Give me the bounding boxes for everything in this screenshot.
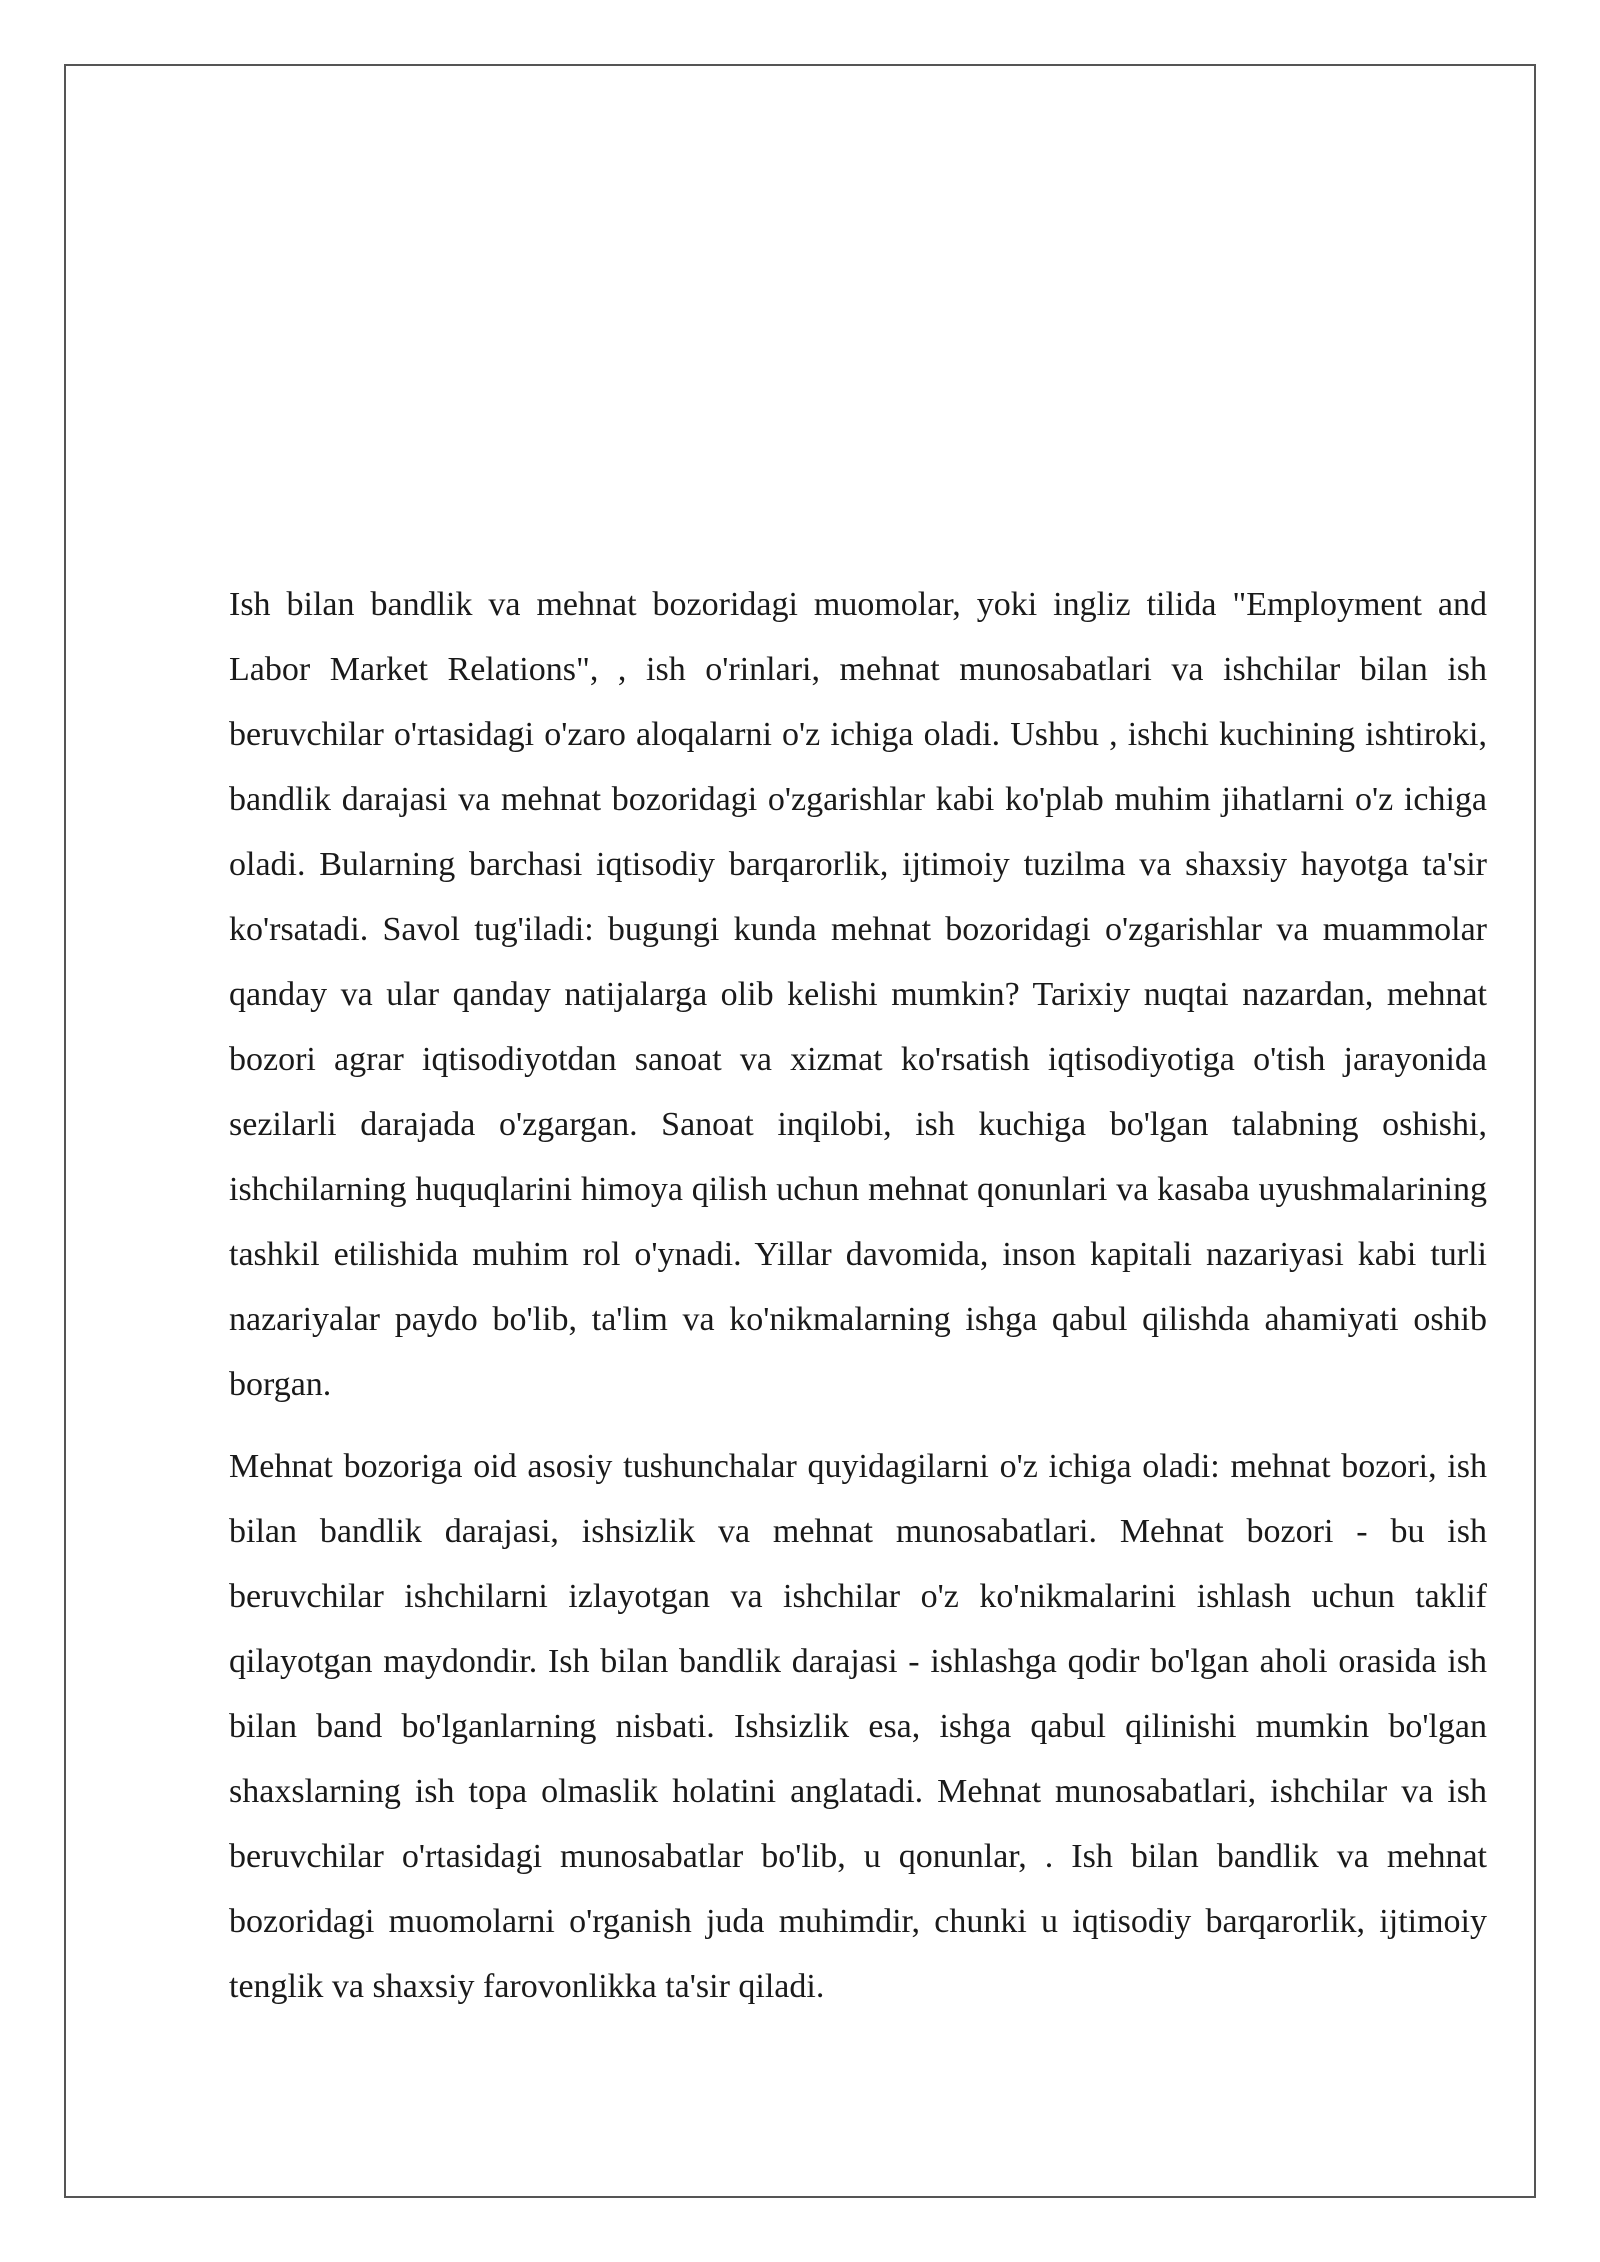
document-body	[229, 572, 1487, 2036]
paragraph-1: Ish bilan bandlik va mehnat bozoridagi muomolar, yoki ingliz tilida "Employment and Labor Market Relations", , ish o'rinlari, mehnat munosabatlari va ishchilar bilan ish beruvchilar o'rtasidagi o'zaro aloqalarni o'z ichiga oladi. Ushbu , ishchi kuchining ishtiroki, bandlik darajasi va mehnat bozoridagi o'zgarishlar kabi ko'plab muhim jihatlarni o'z ichiga oladi. Bularning barchasi iqtisodiy barqarorlik, ijtimoiy tuzilma va shaxsiy hayotga ta'sir ko'rsatadi. Savol tug'iladi: bugungi kunda mehnat bozoridagi o'zgarishlar va muammolar qanday va ular qanday natijalarga olib kelishi mumkin? Tarixiy nuqtai nazardan, mehnat bozori agrar iqtisodiyotdan sanoat va xizmat ko'rsatish iqtisodiyotiga o'tish jarayonida sezilarli darajada o'zgargan. Sanoat inqilobi, ish kuchiga bo'lgan talabning oshishi, ishchilarning huquqlarini himoya qilish uchun mehnat qonunlari va kasaba uyushmalarining tashkil etilishida muhim rol o'ynadi. Yillar davomida, inson kapitali nazariyasi kabi turli nazariyalar paydo bo'lib, ta'lim va ko'nikmalarning ishga qabul qilishda ahamiyati oshib borgan.	[229, 586, 1487, 1403]
paragraph-2: Mehnat bozoriga oid asosiy tushunchalar quyidagilarni o'z ichiga oladi: mehnat bozori, ish bilan bandlik darajasi, ishsizlik va mehnat munosabatlari. Mehnat bozori - bu ish beruvchilar ishchilarni izlayotgan va ishchilar o'z ko'nikmalarini ishlash uchun taklif qilayotgan maydondir. Ish bilan bandlik darajasi - ishlashga qodir bo'lgan aholi orasida ish bilan band bo'lganlarning nisbati. Ishsizlik esa, ishga qabul qilinishi mumkin bo'lgan shaxslarning ish topa olmaslik holatini anglatadi. Mehnat munosabatlari, ishchilar va ish beruvchilar o'rtasidagi munosabatlar bo'lib, u qonunlar, . Ish bilan bandlik va mehnat bozoridagi muomolarni o'rganish juda muhimdir, chunki u iqtisodiy barqarorlik, ijtimoiy tenglik va shaxsiy farovonlikka ta'sir qiladi.	[229, 1448, 1487, 2005]
